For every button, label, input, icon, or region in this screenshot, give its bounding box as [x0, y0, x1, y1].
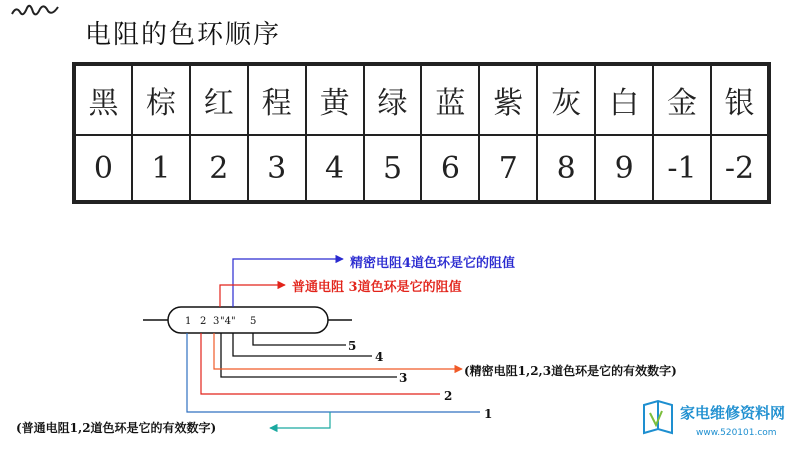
- page-title: 电阻的色环顺序: [85, 20, 282, 50]
- color-cell: 黑: [74, 64, 132, 135]
- watermark-url: www.520101.com: [696, 428, 777, 438]
- value-cell: 3: [248, 135, 306, 202]
- band-label-5: 5: [250, 316, 257, 327]
- value-cell: 9: [595, 135, 653, 202]
- color-cell: 白: [595, 64, 653, 135]
- color-cell: 黄: [306, 64, 364, 135]
- normal-value-label: 普通电阻 3道色环是它的阻值: [292, 280, 462, 295]
- band-label-3: 3: [213, 316, 220, 327]
- leader-line-3: [221, 333, 397, 377]
- resistor-body: [168, 307, 328, 333]
- value-cell: 0: [74, 135, 132, 202]
- color-cell: 灰: [537, 64, 595, 135]
- value-cell: -1: [653, 135, 711, 202]
- value-cell: 2: [190, 135, 248, 202]
- line-number-5: 5: [348, 339, 357, 353]
- color-cell: 蓝: [421, 64, 479, 135]
- precision-digits-label: (精密电阻1,2,3道色环是它的有效数字): [464, 364, 677, 378]
- color-cell: 绿: [364, 64, 422, 135]
- band-label-4: "4": [220, 316, 236, 327]
- normal-digits-arrow: [270, 412, 330, 428]
- precision-value-label: 精密电阻4道色环是它的阻值: [350, 256, 516, 271]
- band-label-2: 2: [200, 316, 207, 327]
- value-cell: 5: [364, 135, 422, 202]
- precision-digits-arrow: [214, 333, 462, 369]
- line-number-4: 4: [375, 350, 384, 364]
- watermark-brand: 家电维修资料网: [680, 404, 786, 422]
- value-cell: -2: [711, 135, 769, 202]
- color-cell: 紫: [479, 64, 537, 135]
- value-cell: 1: [132, 135, 190, 202]
- site-watermark-logo: [640, 393, 790, 441]
- band-label-1: 1: [185, 316, 192, 327]
- color-cell: 金: [653, 64, 711, 135]
- color-cell: 棕: [132, 64, 190, 135]
- value-cell: 8: [537, 135, 595, 202]
- value-cell: 6: [421, 135, 479, 202]
- line-number-2: 2: [444, 389, 453, 403]
- leader-line-5: [253, 333, 346, 345]
- value-cell: 7: [479, 135, 537, 202]
- color-cell: 红: [190, 64, 248, 135]
- color-cell: 程: [248, 64, 306, 135]
- line-number-3: 3: [399, 371, 408, 385]
- color-cell: 银: [711, 64, 769, 135]
- value-cell: 4: [306, 135, 364, 202]
- line-number-1: 1: [484, 407, 493, 421]
- normal-value-arrow: [220, 285, 285, 307]
- book-icon: [644, 401, 672, 433]
- normal-digits-label: (普通电阻1,2道色环是它的有效数字): [16, 421, 217, 435]
